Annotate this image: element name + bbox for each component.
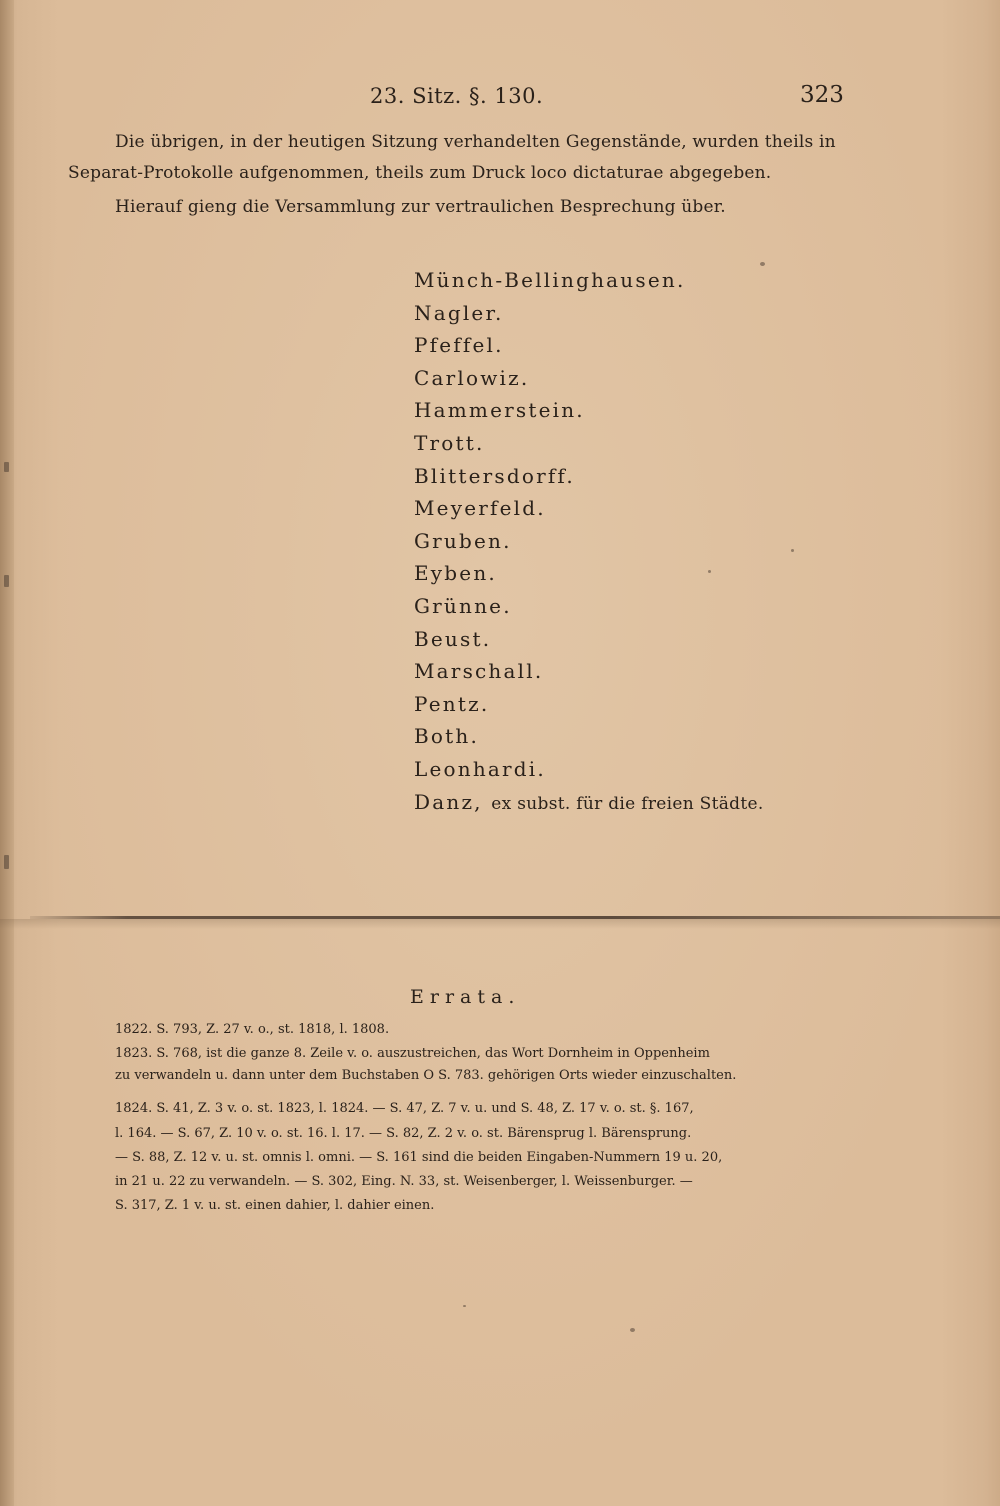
last-signature-name: Danz, [414,789,483,814]
errata-heading: Errata. [410,986,521,1008]
errata-line: 1824. S. 41, Z. 3 v. o. st. 1823, l. 1824. — S. 47, Z. 7 v. u. und S. 48, Z. 17 v. o. st. §. 167, [115,1101,694,1116]
errata-line: 1822. S. 793, Z. 27 v. o., st. 1818, l. 1808. [115,1022,390,1037]
signature-name: Carlowiz. [414,365,530,390]
paragraph-2: Hierauf gieng die Versammlung zur vertraulichen Besprechung über. [115,197,726,217]
paper-speck [4,575,9,587]
paper-speck [463,1305,466,1307]
signature-name: Pentz. [414,691,490,716]
page-number: 323 [800,82,844,108]
paper-speck [4,462,9,472]
signature-name: Beust. [414,626,492,651]
fold-shadow [0,919,1000,929]
signature-name: Gruben. [414,528,512,553]
signature-name: Nagler. [414,300,504,325]
page-binding-edge [0,0,14,1506]
signature-name: Meyerfeld. [414,496,546,521]
paper-speck [760,262,765,266]
errata-line: — S. 88, Z. 12 v. u. st. omnis l. omni. — S. 161 sind die beiden Eingaben-Nummern 19 u. 20, [115,1150,723,1165]
errata-line: 1823. S. 768, ist die ganze 8. Zeile v. o. auszustreichen, das Wort Dornheim in Oppenheim [115,1046,710,1061]
last-signature [414,786,764,819]
signature-name: Grünne. [414,593,512,618]
signature-name: Hammerstein. [414,398,585,423]
paper-speck [630,1328,635,1332]
signature-name: Both. [414,724,480,749]
errata-line: l. 164. — S. 67, Z. 10 v. o. st. 16. l. 17. — S. 82, Z. 2 v. o. st. Bärensprug l. Bärensprung. [115,1126,692,1141]
signature-name: Münch-Bellinghausen. [414,268,686,292]
paragraph-line-2: Separat-Protokolle aufgenommen, theils zum Druck loco dictaturae abgegeben. [68,163,772,183]
signature-name: Trott. [414,430,485,455]
errata-line: S. 317, Z. 1 v. u. st. einen dahier, l. dahier einen. [115,1198,435,1213]
paragraph-line-1: Die übrigen, in der heutigen Sitzung verhandelten Gegenstände, wurden theils in [115,132,836,152]
signature-name: Eyben. [414,561,497,586]
paper-speck [708,570,711,573]
signature-name: Pfeffel. [414,333,504,358]
signature-name: Blittersdorff. [414,463,575,488]
paper-speck [4,855,9,869]
last-signature-suffix: ex subst. für die freien Städte. [491,793,764,814]
signature-name: Marschall. [414,659,544,684]
signature-list [414,264,764,818]
signature-name: Leonhardi. [414,756,546,781]
errata-line: in 21 u. 22 zu verwandeln. — S. 302, Eing. N. 33, st. Weisenberger, l. Weissenburger. — [115,1174,693,1189]
paper-speck [791,549,794,552]
errata-line: zu verwandeln u. dann unter dem Buchstaben O S. 783. gehörigen Orts wieder einzuschalten. [115,1068,737,1083]
running-header: 23. Sitz. §. 130. [370,84,544,108]
